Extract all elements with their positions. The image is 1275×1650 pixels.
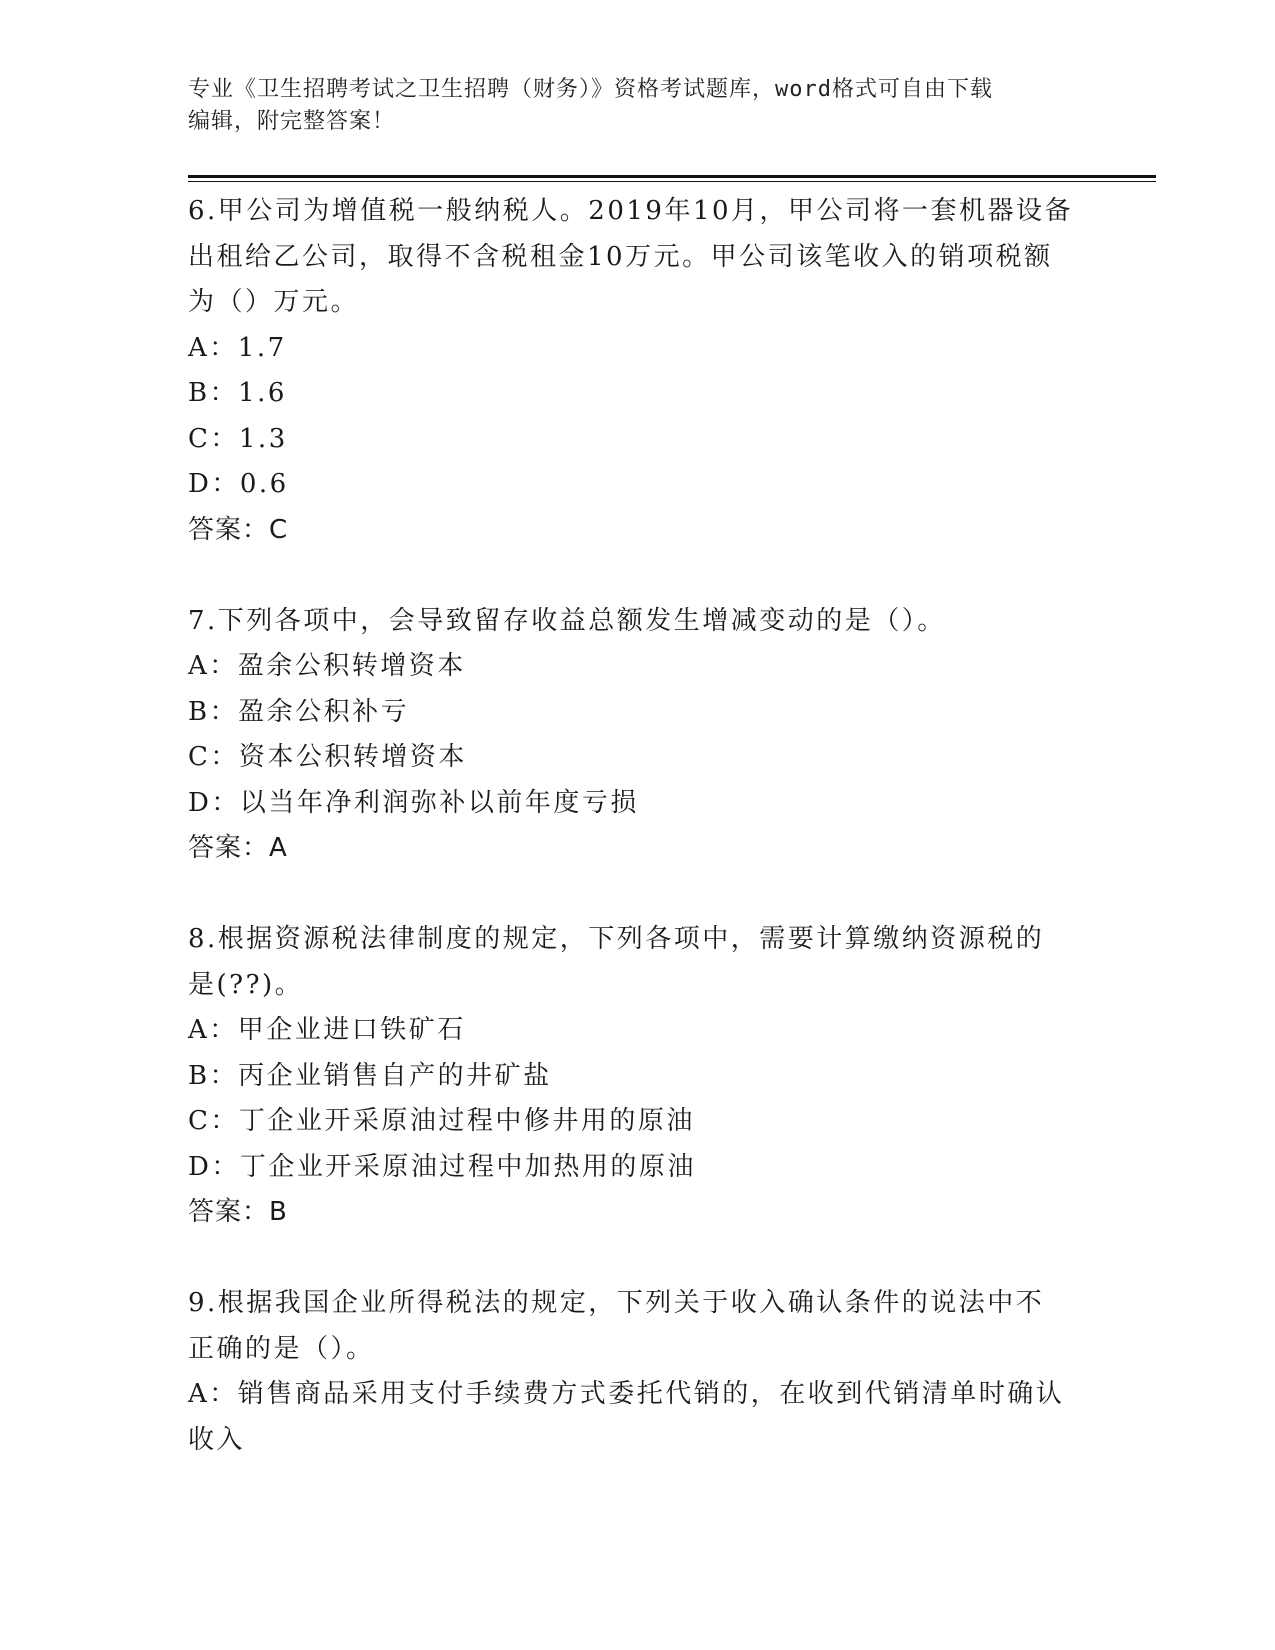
option-c: C：1.3 (188, 423, 288, 454)
option-d: D：0.6 (188, 469, 289, 499)
answer-label: 答案：B (188, 1197, 288, 1227)
answer-label: 答案：A (188, 833, 288, 863)
option-a: A：销售商品采用支付手续费方式委托代销的，在收到代销清单时确认 (188, 1379, 1065, 1409)
question-stem-line: 8.根据资源税法律制度的规定，下列各项中，需要计算缴纳资源税的 (188, 924, 1045, 954)
option-b: B：盈余公积补亏 (188, 696, 410, 727)
option-a-continuation: 收入 (188, 1424, 246, 1455)
option-b: B：1.6 (188, 378, 287, 408)
question-stem-line: 是(??)。 (188, 969, 304, 1000)
question-spacer (188, 1236, 1088, 1282)
header-divider-thin (188, 181, 1156, 182)
question-6 (188, 189, 1088, 553)
header-line-2: 编辑，附完整答案！ (188, 109, 396, 134)
option-b: B：丙企业销售自产的井矿盐 (188, 1060, 552, 1091)
option-c: C：资本公积转增资本 (188, 742, 467, 772)
header-line-1: 专业《卫生招聘考试之卫生招聘（财务）》资格考试题库，word格式可自由下载 (188, 77, 993, 102)
answer-label: 答案：C (188, 514, 289, 545)
question-stem-line: 6.甲公司为增值税一般纳税人。2019年10月，甲公司将一套机器设备 (188, 196, 1074, 226)
question-stem-line: 为（）万元。 (188, 287, 360, 317)
question-9 (188, 1281, 1088, 1463)
question-spacer (188, 872, 1088, 918)
option-a: A：盈余公积转增资本 (188, 651, 466, 681)
option-d: D：丁企业开采原油过程中加热用的原油 (188, 1151, 696, 1182)
question-stem-line: 7.下列各项中，会导致留存收益总额发生增减变动的是（）。 (188, 605, 946, 636)
question-7 (188, 599, 1088, 872)
header-divider-thick (188, 175, 1156, 178)
question-spacer (188, 553, 1088, 599)
question-stem-line: 9.根据我国企业所得税法的规定，下列关于收入确认条件的说法中不 (188, 1288, 1045, 1318)
question-stem-line: 正确的是（）。 (188, 1333, 375, 1364)
question-stem-line: 出租给乙公司，取得不含税租金10万元。甲公司该笔收入的销项税额 (188, 241, 1053, 272)
option-d: D：以当年净利润弥补以前年度亏损 (188, 787, 639, 818)
option-a: A：1.7 (188, 332, 287, 363)
option-c: C：丁企业开采原油过程中修井用的原油 (188, 1106, 695, 1136)
option-a: A：甲企业进口铁矿石 (188, 1015, 466, 1045)
document-header (188, 74, 1088, 138)
question-list (188, 189, 1088, 1463)
question-8 (188, 917, 1088, 1236)
